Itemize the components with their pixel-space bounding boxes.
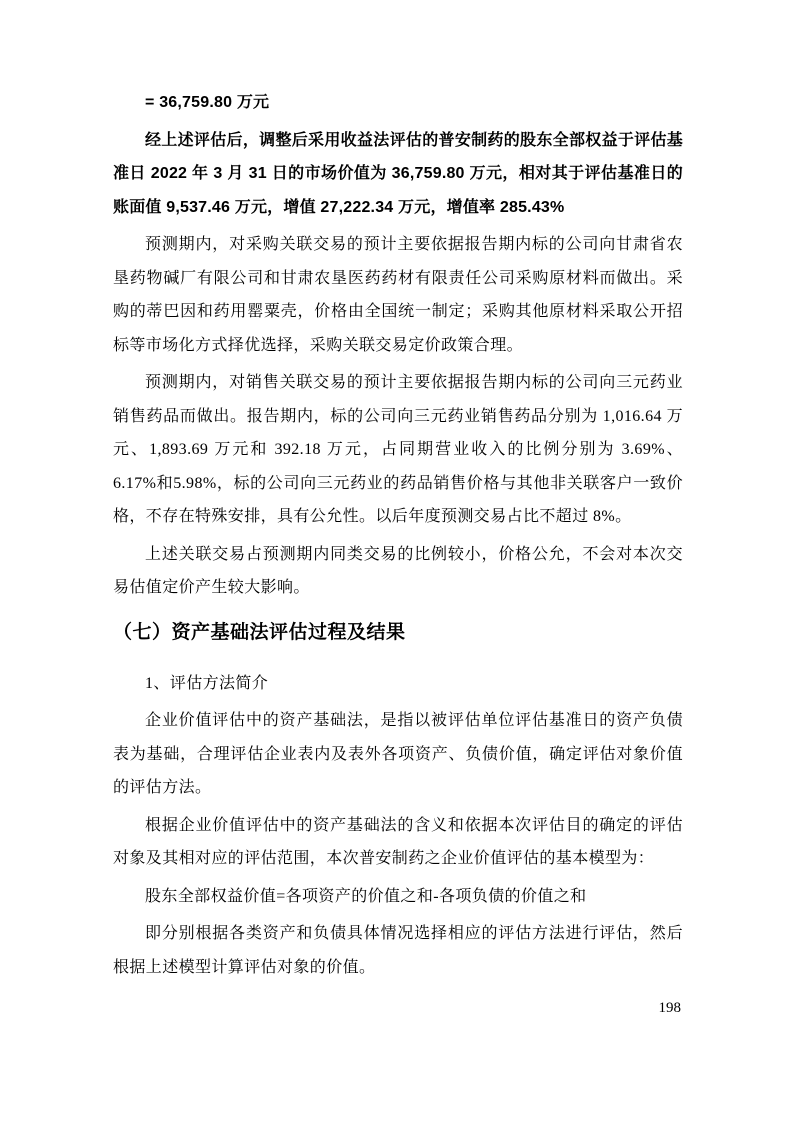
sales-related-transactions-paragraph: 预测期内，对销售关联交易的预计主要依据报告期内标的公司向三元药业销售药品而做出。报告期内，标的公司向三元药业销售药品分别为 1,016.64 万元、1,893.69 万元和 392.18 万元，占同期营业收入的比例分别为 3.69%、6.17%和5.98%，标的公司向三元药业的药品销售价格与其他非关联客户一致价格，不存在特殊安排，具有公允性。以后年度预测交易占比不超过 8%。 [113, 374, 683, 525]
formula-result-line: = 36,759.80 万元 [145, 94, 270, 111]
valuation-conclusion-paragraph: 经上述评估后，调整后采用收益法评估的普安制药的股东全部权益于评估基准日 2022 年 3 月 31 日的市场价值为 36,759.80 万元，相对其于评估基准日的账面值 9,537.46 万元，增值 27,222.34 万元，增值率 285.43% [113, 131, 683, 216]
asset-based-method-definition-paragraph: 企业价值评估中的资产基础法，是指以被评估单位评估基准日的资产负债表为基础，合理评估企业表内及表外各项资产、负债价值，确定评估对象价值的评估方法。 [113, 712, 683, 796]
valuation-method-application-paragraph: 即分别根据各类资产和负债具体情况选择相应的评估方法进行评估，然后根据上述模型计算评估对象的价值。 [113, 925, 683, 976]
valuation-model-paragraph: 根据企业价值评估中的资产基础法的含义和依据本次评估目的确定的评估对象及其相对应的评估范围，本次普安制药之企业价值评估的基本模型为： [113, 816, 683, 867]
section-heading-asset-based-method: （七）资产基础法评估过程及结果 [113, 621, 406, 643]
related-transactions-impact-paragraph: 上述关联交易占预测期内同类交易的比例较小，价格公允，不会对本次交易估值定价产生较大影响。 [113, 545, 683, 596]
document-content [113, 0, 683, 988]
equity-value-formula-line: 股东全部权益价值=各项资产的价值之和-各项负债的价值之和 [145, 887, 587, 905]
purchase-related-transactions-paragraph: 预测期内，对采购关联交易的预计主要依据报告期内标的公司向甘肃省农垦药物碱厂有限公司和甘肃农垦医药药材有限责任公司采购原材料而做出。采购的蒂巴因和药用罂粟壳，价格由全国统一制定；采购其他原材料采取公开招标等市场化方式择优选择，采购关联交易定价政策合理。 [113, 236, 683, 354]
subsection-heading-method-intro: 1、评估方法简介 [145, 674, 269, 692]
page-number: 198 [658, 1000, 681, 1016]
